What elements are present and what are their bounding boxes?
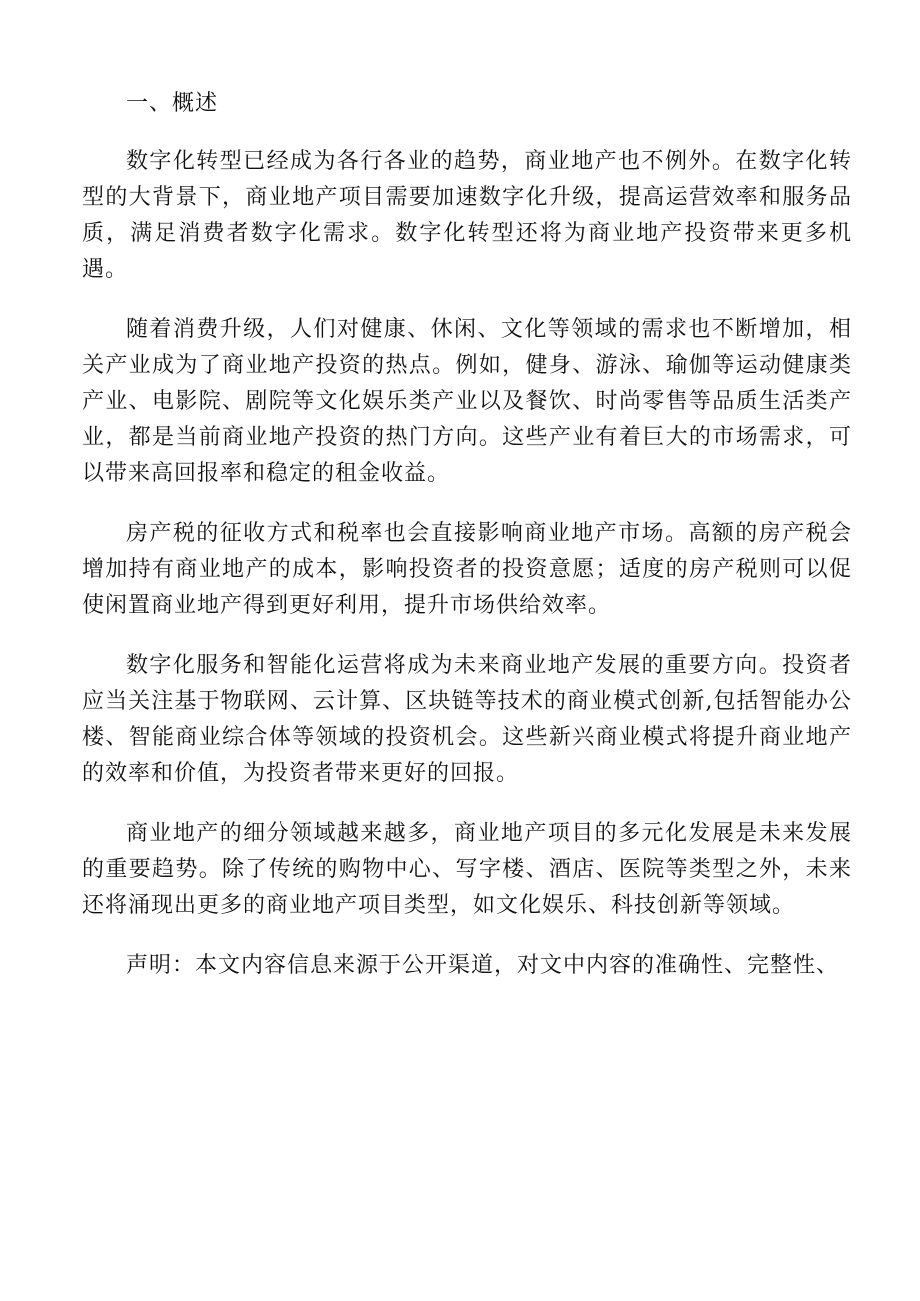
paragraph-disclaimer: 声明：本文内容信息来源于公开渠道，对文中内容的准确性、完整性、 xyxy=(126,953,840,978)
paragraph-diversification: 商业地产的细分领域越来越多，商业地产项目的多元化发展是未来发展的重要趋势。除了传统的购物中心、写字楼、酒店、医院等类型之外，未来还将涌现出更多的商业地产项目类型，如文化娱乐、科技创新等领域。 xyxy=(82,821,852,918)
section-heading: 一、概述 xyxy=(126,91,219,116)
document-page xyxy=(82,88,852,1008)
paragraph-property-tax: 房产税的征收方式和税率也会直接影响商业地产市场。高额的房产税会增加持有商业地产的成本，影响投资者的投资意愿；适度的房产税则可以促使闲置商业地产得到更好利用，提升市场供给效率。 xyxy=(82,521,852,618)
paragraph-consumption-upgrade: 随着消费升级，人们对健康、休闲、文化等领域的需求也不断增加，相关产业成为了商业地产投资的热点。例如，健身、游泳、瑜伽等运动健康类产业、电影院、剧院等文化娱乐类产业以及餐饮、时尚零售等品质生活类产业，都是当前商业地产投资的热门方向。这些产业有着巨大的市场需求，可以带来高回报率和稳定的租金收益。 xyxy=(82,317,852,486)
paragraph-smart-operation: 数字化服务和智能化运营将成为未来商业地产发展的重要方向。投资者应当关注基于物联网、云计算、区块链等技术的商业模式创新,包括智能办公楼、智能商业综合体等领域的投资机会。这些新兴商业模式将提升商业地产的效率和价值，为投资者带来更好的回报。 xyxy=(82,653,852,786)
paragraph-digital-transformation: 数字化转型已经成为各行各业的趋势，商业地产也不例外。在数字化转型的大背景下，商业地产项目需要加速数字化升级，提高运营效率和服务品质，满足消费者数字化需求。数字化转型还将为商业地产投资带来更多机遇。 xyxy=(82,149,852,282)
